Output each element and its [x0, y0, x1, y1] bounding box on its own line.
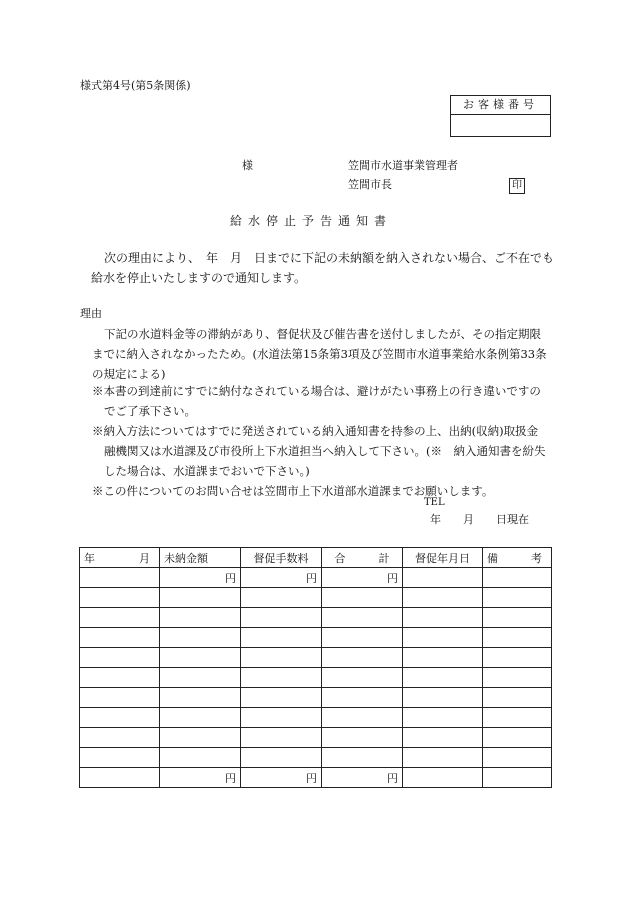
date-as-of: 年 月 日現在 — [430, 513, 529, 526]
yen-unit[interactable]: 円 — [322, 768, 403, 788]
table-cell[interactable] — [322, 708, 403, 728]
reason-line-1: 下記の水道料金等の滞納があり、督促状及び催告書を送付しましたが、その指定期限 — [104, 327, 541, 341]
table-cell[interactable] — [322, 748, 403, 768]
table-row — [80, 768, 552, 788]
table-cell[interactable] — [403, 708, 483, 728]
intro-line-2: 給水を停止いたしますので通知します。 — [91, 271, 307, 285]
table-cell[interactable] — [80, 688, 160, 708]
seal-stamp: 印 — [509, 178, 525, 194]
col-year-month: 年 月 — [80, 548, 160, 568]
table-row — [80, 728, 552, 748]
document-title: 給水停止予告通知書 — [230, 214, 393, 228]
table-cell[interactable] — [322, 648, 403, 668]
yen-unit[interactable]: 円 — [241, 568, 322, 588]
table-cell[interactable] — [160, 688, 241, 708]
yen-unit[interactable]: 円 — [160, 568, 241, 588]
col-unpaid-amount: 未納金額 — [160, 548, 241, 568]
table-cell[interactable] — [403, 568, 483, 588]
table-cell[interactable] — [483, 588, 552, 608]
tel-label: TEL — [424, 497, 445, 508]
table-cell[interactable] — [241, 748, 322, 768]
customer-number-box — [450, 95, 551, 137]
yen-unit[interactable]: 円 — [322, 568, 403, 588]
table-cell[interactable] — [483, 608, 552, 628]
table-cell[interactable] — [160, 728, 241, 748]
table-row — [80, 708, 552, 728]
table-row — [80, 628, 552, 648]
table-cell[interactable] — [160, 628, 241, 648]
col-reminder-date: 督促年月日 — [403, 548, 483, 568]
table-cell[interactable] — [241, 588, 322, 608]
note-2-line-1: ※納入方法についてはすでに発送されている納入通知書を持参の上、出納(収納)取扱金 — [92, 424, 539, 438]
table-cell[interactable] — [322, 628, 403, 648]
addressee-suffix: 様 — [242, 159, 253, 172]
table-cell[interactable] — [80, 728, 160, 748]
table-cell[interactable] — [241, 628, 322, 648]
table-cell[interactable] — [160, 588, 241, 608]
col-total: 合 計 — [322, 548, 403, 568]
table-cell[interactable] — [403, 628, 483, 648]
note-2-line-2: 融機関又は水道課及び市役所上下水道担当へ納入して下さい。(※ 納入通知書を紛失 — [104, 444, 546, 458]
form-label: 様式第4号(第5条関係) — [80, 79, 191, 92]
intro-line-1: 次の理由により、 年 月 日までに下記の未納額を納入されない場合、ご不在でも — [104, 251, 555, 265]
note-3-line-1: ※この件についてのお問い合せは笠間市上下水道部水道課までお願いします。 — [92, 484, 494, 498]
table-cell[interactable] — [80, 608, 160, 628]
table-cell[interactable] — [80, 568, 160, 588]
table-cell[interactable] — [403, 648, 483, 668]
table-cell[interactable] — [483, 708, 552, 728]
table-cell[interactable] — [483, 768, 552, 788]
table-cell[interactable] — [80, 708, 160, 728]
table-row — [80, 568, 552, 588]
reason-label: 理由 — [80, 307, 102, 320]
table-cell[interactable] — [160, 748, 241, 768]
table-header-row — [80, 548, 552, 568]
table-cell[interactable] — [403, 748, 483, 768]
table-cell[interactable] — [241, 668, 322, 688]
table-cell[interactable] — [322, 728, 403, 748]
table-row — [80, 668, 552, 688]
table-cell[interactable] — [483, 648, 552, 668]
table-cell[interactable] — [80, 628, 160, 648]
table-cell[interactable] — [241, 708, 322, 728]
note-1-line-1: ※本書の到達前にすでに納付なされている場合は、避けがたい事務上の行き違いですの — [92, 384, 541, 398]
customer-number-header: お客様番号 — [451, 96, 550, 115]
table-cell[interactable] — [483, 628, 552, 648]
sender-org: 笠間市水道事業管理者 — [348, 159, 458, 172]
table-cell[interactable] — [403, 768, 483, 788]
table-cell[interactable] — [483, 748, 552, 768]
table-cell[interactable] — [483, 568, 552, 588]
table-row — [80, 648, 552, 668]
table-cell[interactable] — [322, 608, 403, 628]
table-cell[interactable] — [403, 668, 483, 688]
yen-unit[interactable]: 円 — [160, 768, 241, 788]
table-row — [80, 748, 552, 768]
table-cell[interactable] — [160, 668, 241, 688]
table-cell[interactable] — [80, 648, 160, 668]
table-cell[interactable] — [241, 728, 322, 748]
table-cell[interactable] — [483, 688, 552, 708]
sender-name: 笠間市長 — [348, 178, 392, 191]
table-cell[interactable] — [241, 688, 322, 708]
table-cell[interactable] — [80, 768, 160, 788]
table-cell[interactable] — [241, 648, 322, 668]
table-cell[interactable] — [80, 668, 160, 688]
table-cell[interactable] — [322, 668, 403, 688]
note-2-line-3: した場合は、水道課までおいで下さい。) — [104, 464, 310, 478]
table-cell[interactable] — [241, 608, 322, 628]
table-cell[interactable] — [80, 748, 160, 768]
reason-line-3: の規定による) — [92, 367, 166, 381]
table-cell[interactable] — [322, 588, 403, 608]
table-cell[interactable] — [403, 608, 483, 628]
reason-line-2: までに納入されなかったため。(水道法第15条第3項及び笠間市水道事業給水条例第33条 — [92, 347, 547, 361]
table-row — [80, 688, 552, 708]
table-cell[interactable] — [160, 608, 241, 628]
table-cell[interactable] — [160, 648, 241, 668]
table-cell[interactable] — [403, 688, 483, 708]
table-cell[interactable] — [322, 688, 403, 708]
table-cell[interactable] — [483, 728, 552, 748]
table-row — [80, 588, 552, 608]
table-cell[interactable] — [403, 728, 483, 748]
arrears-table — [79, 547, 552, 788]
col-remarks: 備 考 — [483, 548, 552, 568]
table-cell[interactable] — [160, 708, 241, 728]
note-1-line-2: でご了承下さい。 — [104, 404, 196, 418]
table-cell[interactable] — [403, 588, 483, 608]
table-cell[interactable] — [80, 588, 160, 608]
table-cell[interactable] — [483, 668, 552, 688]
col-fee: 督促手数料 — [241, 548, 322, 568]
table-row — [80, 608, 552, 628]
yen-unit[interactable]: 円 — [241, 768, 322, 788]
